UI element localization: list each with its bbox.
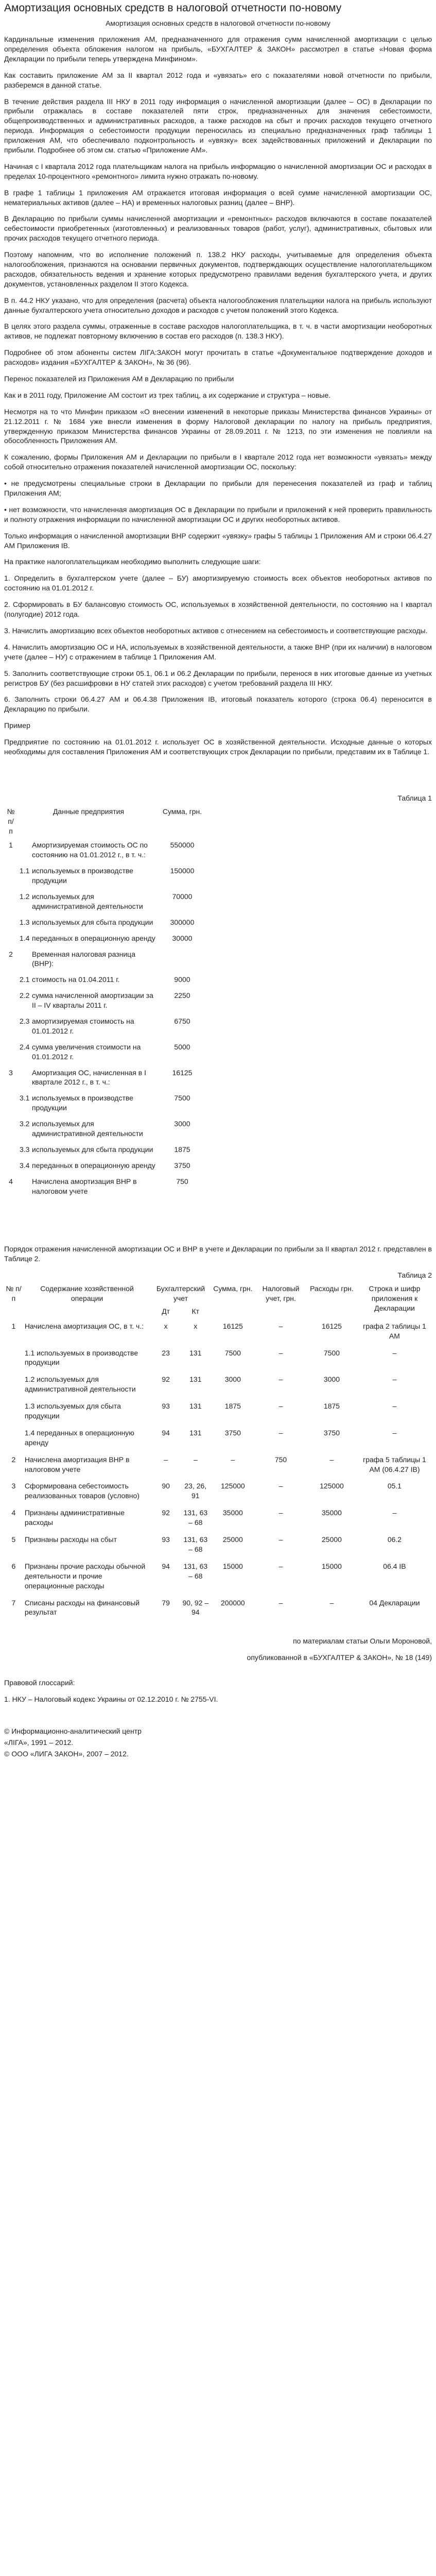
table2-header-nu: Налоговый учет, грн. [262, 1284, 300, 1303]
table1-cell-text: переданных в операционную аренду [32, 1161, 155, 1170]
table1-header-name: Данные предприятия [53, 807, 125, 816]
table2-cell-declaration: графа 5 таблицы 1 АМ (06.4.27 IB) [363, 1455, 426, 1473]
table1-cell-subnumber [20, 840, 32, 860]
table2-cell-nu: 750 [274, 1455, 287, 1464]
body-paragraph: • не предусмотрены специальные строки в Декларации по прибыли для перенесения показателей из граф и таблиц Приложения АМ; [4, 479, 432, 498]
table2-header-expenses: Расходы грн. [310, 1284, 354, 1293]
article-subtitle: Амортизация основных средств в налоговой отчетности по-новому [106, 19, 330, 28]
table1-cell-no [4, 1039, 18, 1065]
article [0, 2, 436, 1759]
table1-cell-name [18, 946, 160, 972]
table2-row [4, 1504, 432, 1531]
body-paragraph: Несмотря на то что Минфин приказом «О внесении изменений в некоторые приказы Министерства финансов Украины» от 21.12.2011 г. № 1684 уже внесли изменения в форму Налоговой декларации по налогу на прибыль предприятия, утвержденную приказом Министерства финансов Украины от 28.09.2011 г. № 1213, по эти изменения не повлияли на обособленность Приложения АМ. [4, 407, 432, 445]
table2-cell-no: 1 [11, 1321, 16, 1330]
table1-cell-no [4, 1142, 18, 1158]
table2-cell-kt: 23, 26, 91 [184, 1482, 207, 1500]
table1-row [4, 946, 205, 972]
table1-row [4, 1013, 205, 1039]
body-paragraph: Только информация о начисленной амортизации ВНР содержит «увязку» графы 5 таблицы 1 Приложения АМ и строки 06.4.27 АМ Приложения IB. [4, 531, 432, 550]
table1-cell-text: стоимость на 01.04.2011 г. [32, 975, 120, 984]
example-heading: Пример [4, 721, 30, 730]
table2-cell-declaration: – [392, 1348, 397, 1357]
table2-cell-expenses: 15000 [322, 1562, 342, 1570]
table2-cell-operation: Сформирована себестоимость реализованных товаров (условно) [24, 1482, 139, 1500]
table1-cell-subnumber: 2.2 [20, 991, 30, 1000]
table2-cell-expenses: – [329, 1455, 334, 1464]
table1-cell-text: амортизируемая стоимость на 01.01.2012 г. [32, 1016, 134, 1035]
table2-cell-nu: – [278, 1598, 283, 1607]
table1-cell-no [4, 972, 18, 988]
table2-header-bu: Бухгалтерский учет [156, 1284, 205, 1303]
table2-cell-kt: 131 [189, 1428, 202, 1437]
table2-cell-kt: 131 [189, 1402, 202, 1411]
table2-cell-sum: 7500 [224, 1348, 241, 1357]
table1-cell-text: используемых для сбыта продукции [32, 1145, 153, 1154]
table2-cell-declaration: 06.2 [387, 1535, 402, 1544]
table1-row [4, 1065, 205, 1091]
table1-row [4, 889, 205, 914]
table2-intro: Порядок отражения начисленной амортизации ОС и ВНР в учете и Декларации по прибыли за II квартал 2012 г. представлен в Таблице 2. [4, 1245, 432, 1263]
table1-cell-sum: 1875 [174, 1145, 190, 1154]
intro-paragraph: Кардинальные изменения приложения АМ, предназначенного для отражения сумм начисленной амортизации с целью определения объекта обложения налогом на прибыль, «БУХГАЛТЕР & ЗАКОН» рассмотрел в статье «Новая форма Декларации по прибыли теперь утверждена Минфином». [4, 35, 432, 63]
table1-cell-name [18, 1013, 160, 1039]
table1 [4, 805, 205, 1199]
table2-cell-kt: 131 [189, 1348, 202, 1357]
body-paragraph: На практике налогоплательщикам необходимо выполнить следующие шаги: [4, 557, 261, 566]
table1-cell-no: 2 [9, 950, 13, 958]
body-paragraph: 4. Начислить амортизацию ОС и НА, используемых в хозяйственной деятельности, а также ВНР (при их наличии) в налоговом учете (далее – НУ) с отражением в таблице 1 Приложения АМ. [4, 642, 432, 661]
table1-cell-subnumber [20, 1068, 32, 1088]
table1-cell-no [4, 863, 18, 889]
table2-cell-operation: Признаны административные расходы [24, 1509, 125, 1527]
table2-cell-dt: 23 [162, 1348, 170, 1357]
table1-row [4, 1116, 205, 1142]
table2-cell-nu: – [278, 1348, 283, 1357]
table2-cell-expenses: 125000 [320, 1482, 344, 1490]
body-paragraph: 3. Начислить амортизацию всех объектов необоротных активов с отнесением на себестоимость и соответствующие расходы. [4, 626, 428, 635]
table1-cell-sum: 30000 [172, 934, 193, 942]
table2-cell-dt: 92 [162, 1375, 170, 1384]
table1-cell-no: 1 [9, 841, 13, 850]
table2-cell-dt: 93 [162, 1535, 170, 1544]
table2-cell-sum: 15000 [222, 1562, 243, 1570]
table1-cell-text: Амортизация ОС, начисленная в I квартале 2012 г., в т. ч.: [32, 1068, 146, 1087]
table1-cell-no: 3 [9, 1068, 13, 1077]
table2-row [4, 1371, 432, 1398]
table1-cell-sum: 300000 [170, 918, 195, 926]
table1-cell-text: Начислена амортизация ВНР в налоговом учете [32, 1177, 137, 1195]
table1-cell-name [18, 1065, 160, 1091]
source-line: по материалам статьи Ольги Мороновой, [293, 1637, 432, 1646]
table2-cell-expenses: 25000 [322, 1535, 342, 1544]
table1-cell-subnumber: 3.2 [20, 1120, 30, 1128]
table2-cell-operation: 1.1 используемых в производстве продукции [24, 1348, 138, 1367]
footer-line: © ООО «ЛИГА ЗАКОН», 2007 – 2012. [4, 1749, 129, 1758]
table2-row [4, 1595, 432, 1621]
body-paragraph: 5. Заполнить соответствующие строки 05.1, 06.1 и 06.2 Декларации по прибыли, перенося в них итоговые данные из учетных регистров БУ (без расшифровки в НУ статей этих расходов) с учетом требований раздела III НКУ. [4, 669, 432, 687]
table1-cell-text: используемых в производстве продукции [32, 867, 133, 885]
table1-row [4, 930, 205, 946]
table1-cell-name [18, 1039, 160, 1065]
table2-header-declaration: Строка и шифр приложения к Декларации [369, 1284, 421, 1312]
table1-cell-name [18, 988, 160, 1013]
table1-cell-name [18, 863, 160, 889]
table2-cell-nu: – [278, 1535, 283, 1544]
table1-row [4, 1174, 205, 1199]
table2-cell-kt: – [193, 1455, 198, 1464]
table2-cell-declaration: – [392, 1402, 397, 1411]
table1-cell-subnumber: 1.4 [20, 934, 30, 942]
table1-cell-sum: 70000 [172, 892, 193, 901]
table2-cell-no [4, 1398, 23, 1425]
table2-cell-dt: 94 [162, 1428, 170, 1437]
footer [4, 1726, 432, 1759]
table2-row [4, 1558, 432, 1595]
table2-cell-dt: 93 [162, 1402, 170, 1411]
table1-cell-no [4, 1158, 18, 1174]
table1-cell-subnumber: 1.2 [20, 892, 30, 901]
table1-cell-sum: 3750 [174, 1161, 190, 1170]
table2-cell-dt: 90 [162, 1482, 170, 1490]
table2-cell-sum: 200000 [221, 1598, 245, 1607]
body-paragraph: 1. Определить в бухгалтерском учете (далее – БУ) амортизируемую стоимость всех объектов необоротных активов по состоянию на 01.01.2012 г. [4, 574, 432, 592]
table1-cell-subnumber [20, 950, 32, 969]
table1-row [4, 988, 205, 1013]
table1-cell-subnumber: 2.1 [20, 975, 30, 984]
table2-cell-nu: – [278, 1562, 283, 1570]
table1-cell-sum: 750 [176, 1177, 188, 1185]
table1-cell-subnumber: 3.1 [20, 1094, 30, 1103]
table2-cell-operation: Списаны расходы на финансовый результат [24, 1598, 140, 1617]
table2-row [4, 1478, 432, 1504]
table1-cell-no [4, 1090, 18, 1116]
table2-cell-nu: – [278, 1402, 283, 1411]
table2-cell-kt: 131, 63 – 68 [183, 1562, 208, 1580]
table2-cell-operation: Начислена амортизация ОС, в т. ч.: [24, 1321, 144, 1330]
table2-cell-declaration: графа 2 таблицы 1 АМ [363, 1321, 426, 1340]
section-heading: Перенос показателей из Приложения АМ в Декларацию по прибыли [4, 375, 234, 383]
table2-cell-dt: х [164, 1321, 168, 1330]
table1-cell-no [4, 1116, 18, 1142]
table1-cell-no [4, 1013, 18, 1039]
table2-cell-expenses: 35000 [322, 1509, 342, 1517]
table1-cell-name [18, 889, 160, 914]
table2-header-sum: Сумма, грн. [213, 1284, 253, 1293]
table2-cell-nu: – [278, 1375, 283, 1384]
intro-paragraph: Поэтому напомним, что во исполнение положений п. 138.2 НКУ расходы, учитываемые для определения объекта налогообложения, признаются на основании первичных документов, подтверждающих осуществление налогоплательщиком расходов, обязательность ведения и хранение которых предусмотрено правилами ведения бухгалтерского учета, и других документов, установленных разделом II этого Кодекса. [4, 250, 432, 288]
table2-cell-kt: 131, 63 – 68 [183, 1535, 208, 1553]
footer-line: «ЛІГА», 1991 – 2012. [4, 1738, 74, 1747]
table2-cell-expenses: 3000 [323, 1375, 340, 1384]
intro-paragraph: Как составить приложение АМ за II квартал 2012 года и «увязать» его с показателями новой отчетности по прибыли, разберемся в данной статье. [4, 71, 432, 89]
intro-paragraph: В Декларацию по прибыли суммы начисленной амортизации и «ремонтных» расходов включаются в составе показателей себестоимости приобретенных (изготовленных) и реализованных товаров (работ, услуг), административных, сбытовых или прочих расходов текущего отчетного периода. [4, 214, 432, 243]
table1-cell-subnumber: 3.3 [20, 1145, 30, 1154]
table2-cell-dt: 92 [162, 1509, 170, 1517]
table2-row [4, 1398, 432, 1425]
table2-cell-dt: 94 [162, 1562, 170, 1570]
table1-cell-text: Временная налоговая разница (ВНР): [32, 950, 135, 968]
table2-cell-dt: – [164, 1455, 168, 1464]
table1-cell-subnumber: 2.4 [20, 1042, 30, 1051]
table2-cell-sum: 16125 [222, 1321, 243, 1330]
table1-cell-text: используемых в производстве продукции [32, 1094, 133, 1112]
table1-row [4, 1142, 205, 1158]
table2-cell-sum: – [231, 1455, 235, 1464]
table2-cell-nu: – [278, 1509, 283, 1517]
page-title: Амортизация основных средств в налоговой отчетности по-новому [4, 2, 342, 14]
table2-cell-no: 7 [11, 1598, 16, 1607]
table1-row [4, 863, 205, 889]
table2-cell-no [4, 1371, 23, 1398]
table2-header-no: № п/п [6, 1284, 22, 1303]
table1-header-sum: Сумма, грн. [162, 807, 202, 816]
table2-header-operation: Содержание хозяйственной операции [40, 1284, 134, 1303]
table2-cell-no: 2 [11, 1455, 16, 1464]
intro-paragraph: В течение действия раздела III НКУ в 2011 году информация о начисленной амортизации (далее – ОС) в Декларации по прибыли отражалась в составе показателей пяти строк, предназначенных для значения себестоимости, общепроизводственных и административных расходов, а также расходов на сбыт и прочих расходов текущего отчетного периода. Информация о себестоимости продукции переносилась из специально предназначенных граф таблицы 1 приложения АМ, что обеспечивало подконтрольность и «увязку» всех задействованных приложений и Декларации по прибыли. Подробнее об этом см. статью «Приложение АМ». [4, 97, 432, 154]
glossary-item: 1. НКУ – Налоговый кодекс Украины от 02.12.2010 г. № 2755-VI. [4, 1694, 218, 1703]
table2-caption: Таблица 2 [397, 1271, 432, 1280]
table2-row [4, 1345, 432, 1371]
table2-cell-sum: 1875 [224, 1402, 241, 1411]
table2-row [4, 1451, 432, 1478]
table1-cell-sum: 6750 [174, 1016, 190, 1025]
table1-caption: Таблица 1 [397, 793, 432, 802]
glossary-heading: Правовой глоссарий: [4, 1679, 75, 1687]
table1-cell-sum: 5000 [174, 1042, 190, 1051]
table2-cell-sum: 3750 [224, 1428, 241, 1437]
table1-cell-sum: 7500 [174, 1094, 190, 1103]
table2-cell-no [4, 1425, 23, 1451]
example-paragraph: Предприятие по состоянию на 01.01.2012 г. использует ОС в хозяйственной деятельности. Исходные данные о которых необходимы для составления Приложения АМ и соответствующих строк Декларации по прибыли, представим их в Таблице 1. [4, 738, 432, 756]
table2-row [4, 1318, 432, 1345]
table1-cell-text: используемых для сбыта продукции [32, 918, 153, 926]
table2-cell-operation: 1.4 переданных в операционную аренду [24, 1428, 134, 1447]
table1-cell-text: сумма увеличения стоимости на 01.01.2012 г. [32, 1042, 141, 1061]
intro-paragraph: Начиная с I квартала 2012 года плательщикам налога на прибыль информацию о начисленной амортизации ОС и расходах в пределах 10-процентного «ремонтного» лимита нужно отражать по-новому. [4, 162, 432, 180]
table1-cell-sum: 16125 [172, 1068, 193, 1077]
table2-cell-expenses: – [329, 1598, 334, 1607]
table1-row [4, 1039, 205, 1065]
table1-cell-name [18, 1116, 160, 1142]
table2-cell-sum: 3000 [224, 1375, 241, 1384]
table1-cell-no [4, 988, 18, 1013]
table1-cell-name [18, 837, 160, 863]
table1-row [4, 914, 205, 930]
table1-cell-name [18, 930, 160, 946]
table1-row [4, 1158, 205, 1174]
table1-cell-sum: 2250 [174, 991, 190, 1000]
table1-cell-sum: 3000 [174, 1120, 190, 1128]
table2-cell-operation: Признаны расходы на сбыт [24, 1535, 117, 1544]
table2-cell-operation: 1.2 используемых для административной деятельности [24, 1375, 136, 1394]
table1-cell-subnumber: 3.4 [20, 1161, 30, 1170]
table1-cell-name [18, 1142, 160, 1158]
table2-cell-no: 5 [11, 1535, 16, 1544]
table1-cell-subnumber: 1.3 [20, 918, 30, 926]
table1-cell-subnumber: 1.1 [20, 867, 30, 875]
table1-cell-name [18, 1090, 160, 1116]
table2-cell-expenses: 3750 [323, 1428, 340, 1437]
body-paragraph: 6. Заполнить строки 06.4.27 АМ и 06.4.38 Приложения IB, итоговый показатель которого (строка 06.4) переносится в Декларацию по прибыли. [4, 695, 432, 714]
table1-cell-subnumber: 2.3 [20, 1016, 30, 1025]
table2-header-kt: Кт [191, 1307, 200, 1315]
table2-cell-operation: 1.3 используемых для сбыта продукции [24, 1402, 121, 1420]
table1-cell-name [18, 972, 160, 988]
table1-cell-sum: 150000 [170, 867, 195, 875]
table2-cell-declaration: – [392, 1428, 397, 1437]
intro-paragraph: В целях этого раздела суммы, отраженные в составе расходов налогоплательщика, в т. ч. в части амортизации необоротных активов, не подлежат повторному включению в состав его расходов (п. 138.3 НКУ). [4, 322, 432, 341]
table2-cell-kt: 131 [189, 1375, 202, 1384]
table2-cell-sum: 35000 [222, 1509, 243, 1517]
intro-paragraph: Подробнее об этом абоненты систем ЛІГА:ЗАКОН могут прочитать в статье «Документальное подтверждение доходов и расходов» издания «БУХГАЛТЕР & ЗАКОН», № 36 (96). [4, 348, 432, 367]
table2-cell-operation: Начислена амортизация ВНР в налоговом учете [24, 1455, 130, 1473]
table2-cell-declaration: 06.4 IB [383, 1562, 406, 1570]
table2-cell-sum: 125000 [221, 1482, 245, 1490]
table1-cell-no [4, 889, 18, 914]
table2-cell-no: 3 [11, 1482, 16, 1490]
table2-cell-kt: 131, 63 – 68 [183, 1509, 208, 1527]
intro-paragraph: В графе 1 таблицы 1 приложения АМ отражается итоговая информация о всей сумме начисленной амортизации ОС, нематериальных активов (далее – НА) и временных налоговых разниц (далее – ВНР). [4, 188, 432, 207]
table2-cell-kt: х [194, 1321, 198, 1330]
table2-cell-nu: – [278, 1321, 283, 1330]
table1-cell-text: используемых для административной деятельности [32, 892, 143, 910]
table2-cell-sum: 25000 [222, 1535, 243, 1544]
table1-cell-name [18, 1158, 160, 1174]
intro-paragraph: В п. 44.2 НКУ указано, что для определения (расчета) объекта налогообложения плательщики налога на прибыль используют данные бухгалтерского учета относительно доходов и расходов с учетом положений этого Кодекса. [4, 296, 432, 314]
table2-cell-operation: Признаны прочие расходы обычной деятельности и прочие операционные расходы [24, 1562, 146, 1590]
table2-row [4, 1531, 432, 1558]
table2-cell-expenses: 16125 [322, 1321, 342, 1330]
table1-cell-no [4, 914, 18, 930]
body-paragraph: К сожалению, формы Приложения АМ и Декларации по прибыли в I квартале 2012 года нет возможности «увязать» между собой относительно отражения показателей начисленной амортизации ОС, поскольку: [4, 453, 432, 471]
table2-cell-no: 4 [11, 1509, 16, 1517]
table2-cell-kt: 90, 92 – 94 [182, 1598, 209, 1617]
table1-cell-text: сумма начисленной амортизации за II – IV кварталы 2011 г. [32, 991, 153, 1010]
body-paragraph: • нет возможности, что начисленная амортизация ОС в Декларации по прибыли и приложений к ней проверить правильность и полноту отражения информации по начисленной амортизации ОС и других необоротных активов. [4, 505, 432, 523]
table2-cell-no: 6 [11, 1562, 16, 1570]
table2-cell-expenses: 7500 [323, 1348, 340, 1357]
table1-cell-text: используемых для административной деятельности [32, 1120, 143, 1138]
table2 [4, 1282, 432, 1621]
table1-row [4, 972, 205, 988]
body-paragraph: 2. Сформировать в БУ балансовую стоимость ОС, используемых в хозяйственной деятельности, по состоянию на I квартал (полугодие) 2012 года. [4, 600, 432, 619]
table1-cell-no [4, 930, 18, 946]
table1-cell-name [18, 1174, 160, 1199]
table1-cell-name [18, 914, 160, 930]
table1-cell-no: 4 [9, 1177, 13, 1185]
table2-cell-declaration: – [392, 1509, 397, 1517]
table1-cell-sum: 550000 [170, 841, 195, 850]
table1-cell-sum [160, 946, 205, 972]
table1-cell-subnumber [20, 1177, 32, 1196]
table1-header-no: № п/п [7, 807, 15, 835]
table1-row [4, 837, 205, 863]
table1-cell-sum: 9000 [174, 975, 190, 984]
table2-cell-nu: – [278, 1428, 283, 1437]
table2-cell-nu: – [278, 1482, 283, 1490]
table2-row [4, 1425, 432, 1451]
table2-header-dt: Дт [162, 1307, 170, 1315]
source-line: опубликованной в «БУХГАЛТЕР & ЗАКОН», № 18 (149) [247, 1653, 432, 1662]
table1-row [4, 1090, 205, 1116]
table1-cell-text: переданных в операционную аренду [32, 934, 155, 942]
footer-line: © Информационно-аналитический центр [4, 1726, 142, 1735]
table2-cell-declaration: – [392, 1375, 397, 1384]
table2-cell-no [4, 1345, 23, 1371]
table1-cell-text: Амортизируемая стоимость ОС по состоянию на 01.01.2012 г., в т. ч.: [32, 841, 148, 859]
table2-cell-declaration: 05.1 [387, 1482, 402, 1490]
body-paragraph: Как и в 2011 году, Приложение АМ состоит из трех таблиц, а их содержание и структура – новые. [4, 391, 331, 399]
table2-cell-declaration: 04 Декларации [369, 1598, 420, 1607]
table2-cell-dt: 79 [162, 1598, 170, 1607]
table2-cell-expenses: 1875 [323, 1402, 340, 1411]
